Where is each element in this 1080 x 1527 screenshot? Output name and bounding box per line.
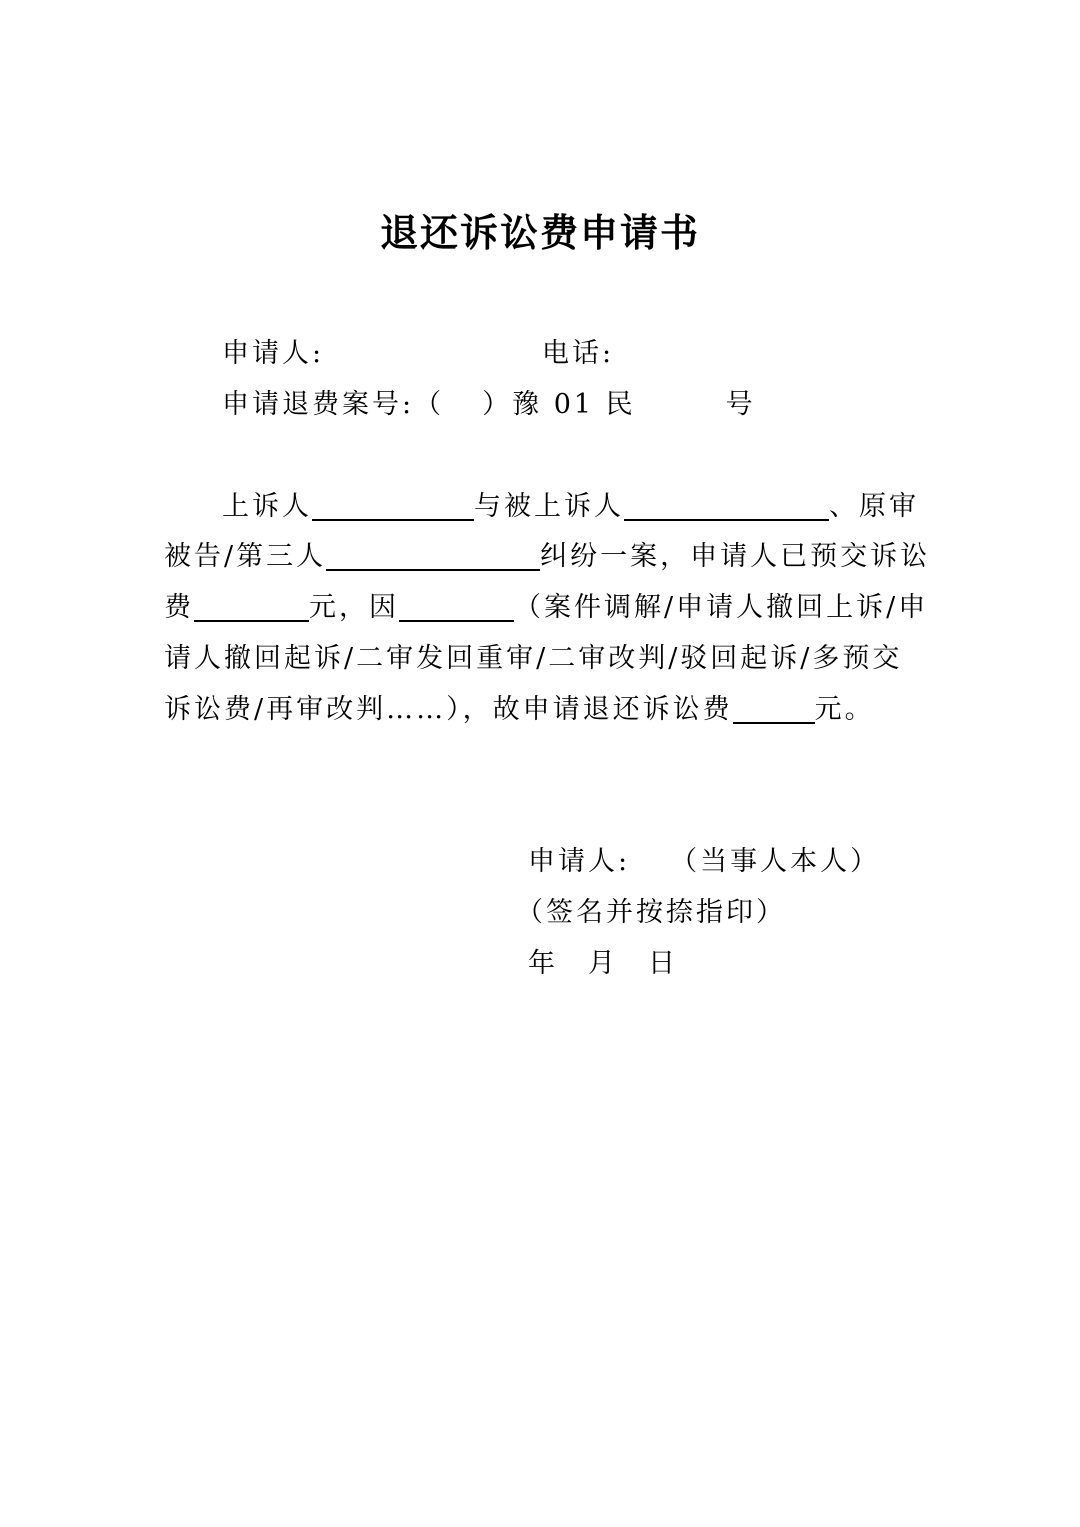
signature-applicant-line (528, 842, 880, 882)
case-label: 申请退费案号:（ (222, 389, 445, 420)
prepaid-fee-blank (194, 594, 309, 622)
party-note: （当事人本人） (670, 846, 881, 877)
body-line-1 (222, 487, 919, 527)
phone-line (542, 334, 614, 374)
page-title: 退还诉讼费申请书 (379, 210, 700, 255)
case-suffix: 号 (725, 389, 756, 420)
reason-label: 元，因 (309, 592, 399, 623)
day-label: 日 (648, 948, 678, 979)
dispute-text: 纠纷一案，申请人已预交诉讼 (540, 541, 931, 572)
body-line-2 (164, 537, 930, 577)
reason-blank (399, 594, 514, 622)
body-line-3 (164, 588, 928, 628)
sign-note-line (516, 893, 786, 933)
refund-request-text: 诉讼费/再审改判……），故申请退还诉讼费 (164, 694, 733, 725)
reason-options-b: 请人撤回起诉/二审发回重审/二审改判/驳回起诉/多预交 (164, 643, 903, 674)
year-label: 年 (528, 948, 558, 979)
body-line-4 (164, 639, 902, 679)
signature-applicant-label: 申请人: (528, 846, 631, 877)
body-line-5 (164, 690, 875, 730)
third-party-blank (326, 543, 540, 571)
appellee-label: 与被上诉人 (474, 491, 624, 522)
refund-amount-blank (733, 696, 815, 724)
applicant-line (222, 334, 324, 374)
case-mid: ）豫 01 民 (482, 389, 636, 420)
third-party-label: 被告/第三人 (164, 541, 327, 572)
month-label: 月 (588, 948, 618, 979)
applicant-label: 申请人: (222, 338, 325, 369)
sign-note: （签名并按捺指印） (516, 897, 786, 928)
yuan-label: 元。 (814, 694, 875, 725)
appellee-blank (624, 493, 829, 521)
reason-options-a: （案件调解/申请人撤回上诉/申 (514, 592, 929, 623)
appellant-label: 上诉人 (222, 491, 312, 522)
case-number-line (222, 385, 756, 425)
original-trial-label: 、原审 (829, 491, 919, 522)
phone-label: 电话: (542, 338, 615, 369)
appellant-blank (312, 493, 474, 521)
date-line (528, 944, 678, 984)
fee-label: 费 (164, 592, 194, 623)
